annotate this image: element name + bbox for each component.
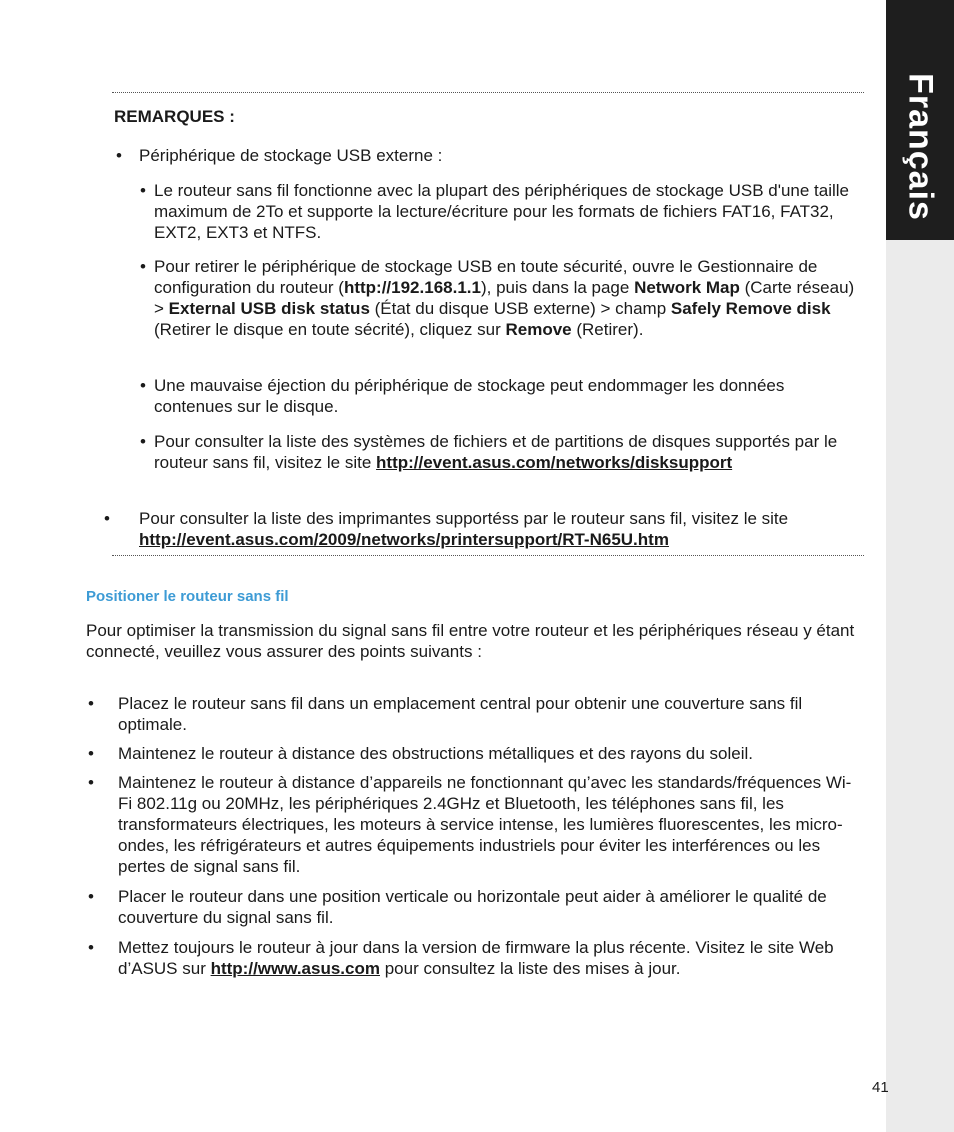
section-intro: Pour optimiser la transmission du signal sans fil entre votre routeur et les périphériques réseau y étant connecté, veuillez vous assurer des points suivants : bbox=[86, 621, 855, 661]
note-bad-ejection: Une mauvaise éjection du périphérique de stockage peut endommager les données contenues sur le disque. bbox=[154, 376, 785, 416]
list-item: Maintenez le routeur à distance des obstructions métalliques et des rayons du soleil. bbox=[118, 744, 754, 763]
bullet-icon: • bbox=[140, 257, 146, 276]
list-item: Placez le routeur sans fil dans un emplacement central pour obtenir une couverture sans fil optimale. bbox=[118, 694, 803, 734]
printer-support-link[interactable]: http://event.asus.com/2009/networks/printersupport/RT-N65U.htm bbox=[139, 530, 669, 549]
bullet-icon: • bbox=[88, 887, 94, 906]
bullet-icon: • bbox=[116, 146, 122, 165]
language-label: Français bbox=[901, 73, 940, 221]
note-printer-support: Pour consulter la liste des imprimantes supportéss par le routeur sans fil, visitez le site http://event.asus.com/2009/networks/printersupport/RT-N65U.htm bbox=[139, 509, 789, 549]
section-title: Positioner le routeur sans fil bbox=[86, 588, 289, 605]
list-item: Placer le routeur dans une position verticale ou horizontale peut aider à améliorer le qualité de couverture du signal sans fil. bbox=[118, 887, 827, 927]
remarks-heading: REMARQUES : bbox=[114, 107, 235, 126]
list-item-firmware: Mettez toujours le routeur à jour dans la version de firmware la plus récente. Visitez le site Web d’ASUS sur http://www.asus.com pour consultez la liste des mises à jour. bbox=[118, 938, 834, 978]
bullet-icon: • bbox=[104, 509, 110, 528]
page-number: 41 bbox=[872, 1079, 889, 1096]
bullet-icon: • bbox=[140, 376, 146, 395]
bottom-divider bbox=[112, 555, 864, 556]
bullet-icon: • bbox=[88, 773, 94, 792]
bullet-icon: • bbox=[140, 181, 146, 200]
bullet-icon: • bbox=[88, 938, 94, 957]
note-safe-removal: Pour retirer le périphérique de stockage USB en toute sécurité, ouvre le Gestionnaire de configuration du routeur (http://192.168.1.1), puis dans la page Network Map (Carte réseau) > External USB disk status (État du disque USB externe) > champ Safely Remove disk (Retirer le disque en toute sécrité), cliquez sur Remove (Retirer). bbox=[154, 257, 855, 339]
usb-intro: Périphérique de stockage USB externe : bbox=[139, 146, 443, 165]
note-disk-support: Pour consulter la liste des systèmes de fichiers et de partitions de disques supportés par le routeur sans fil, visitez le site http://event.asus.com/networks/disksupport bbox=[154, 432, 838, 472]
language-tab-dark bbox=[886, 0, 954, 240]
bullet-icon: • bbox=[88, 694, 94, 713]
bullet-icon: • bbox=[140, 432, 146, 451]
asus-website-link[interactable]: http://www.asus.com bbox=[210, 959, 380, 978]
note-usb-capacity: Le routeur sans fil fonctionne avec la plupart des périphériques de stockage USB d'une taille maximum de 2To et supporte la lecture/écriture pour les formats de fichiers FAT16, FAT32, EXT2, EXT3 et NTFS. bbox=[154, 181, 850, 242]
disksupport-link[interactable]: http://event.asus.com/networks/disksupport bbox=[376, 453, 733, 472]
top-divider bbox=[112, 92, 864, 93]
list-item: Maintenez le routeur à distance d’appareils ne fonctionnant qu’avec les standards/fréquences Wi-Fi 802.11g ou 20MHz, les périphériques 2.4GHz et Bluetooth, les téléphones sans fil, les transformateurs électriques, les moteurs à service intense, les lumières fluorescentes, les micro-ondes, les réfrigérateurs et autres équipements industriels pour éviter les interférences ou les pertes de signal sans fil. bbox=[118, 773, 852, 876]
bullet-icon: • bbox=[88, 744, 94, 763]
language-side-tab bbox=[886, 0, 954, 1132]
